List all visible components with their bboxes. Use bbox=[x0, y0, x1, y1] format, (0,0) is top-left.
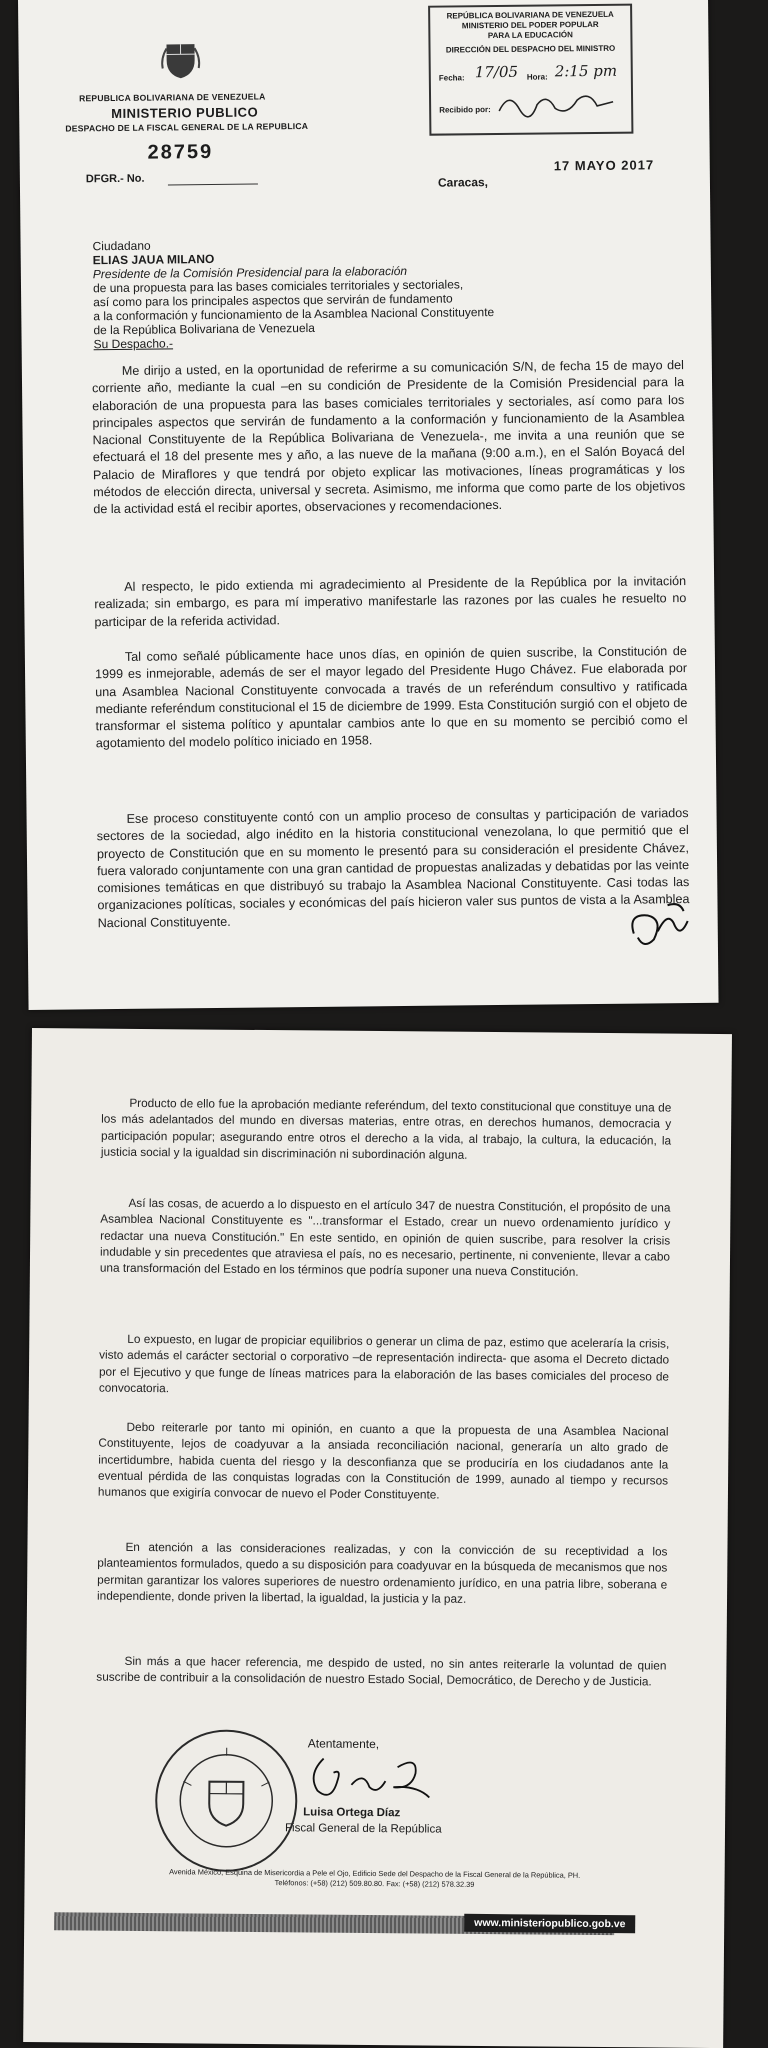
stamp-line-1: REPÚBLICA BOLIVARIANA DE VENEZUELA bbox=[446, 9, 614, 21]
closing-atentamente: Atentamente, bbox=[307, 1736, 380, 1752]
paragraph-8: Debo reiterarle por tanto mi opinión, en cuanto a que la propuesta de una Asamblea Nacional Constituyente, lejos de coadyuvar a la ansiada reconciliación nacional, generaría un alto grado de incertidumbre, habida cuenta del riesgo y la desconfianza que se produciría en los ciudadanos ante la eventual pérdida de las conquistas logradas con la Constitución de 1999, aunado al tiempo y recursos humanos que exigiría convocar de nuevo el Poder Constituyente. bbox=[97, 1419, 669, 1502]
stamp-signature-icon bbox=[497, 86, 617, 121]
stamp-fecha-value: 17/05 bbox=[474, 62, 519, 82]
addressee-line-5: de la República Bolivariana de Venezuela bbox=[93, 320, 316, 338]
addressee-line-1: Presidente de la Comisión Presidencial para la elaboración bbox=[92, 263, 408, 282]
date-stamp: 17 MAYO 2017 bbox=[553, 157, 655, 174]
signature-icon bbox=[293, 1750, 443, 1807]
paragraph-2: Al respecto, le pido extienda mi agradecimiento al Presidente de la República por la invitación realizada; sin embargo, es para mí imperativo manifestarle las razones por las cuales he resuelto no participar de la referida actividad. bbox=[94, 574, 687, 629]
signer-name: Luisa Ortega Díaz bbox=[303, 1806, 401, 1820]
addressee-salutation: Ciudadano bbox=[92, 238, 151, 254]
footer-url[interactable]: www.ministeriopublico.gob.ve bbox=[464, 1914, 635, 1933]
stamp-recibido-label: Recibido por: bbox=[439, 105, 491, 115]
footer-address: Avenida México, Esquina de Misericordia a Pele el Ojo, Edificio Sede del Despacho de la Fiscal General de la República, PH. bbox=[169, 1867, 581, 1880]
paragraph-7: Lo expuesto, en lugar de propiciar equilibrios o generar un clima de paz, estimo que aceleraría la crisis, visto además el carácter sectorial o corporativo –de representación indirecta- que asoma el Decreto dictado por el Ejecutivo y que funge de líneas matrices para la elaboración de las bases comiciales del proceso de convocatoria. bbox=[98, 1331, 670, 1396]
stamp-line-3: PARA LA EDUCACIÓN bbox=[487, 30, 573, 41]
document-number: 28759 bbox=[147, 140, 214, 164]
reference-label: DFGR.- No. bbox=[85, 172, 145, 186]
official-seal-icon bbox=[151, 1725, 302, 1876]
paragraph-10: Sin más a que hacer referencia, me despido de usted, no sin antes reiterarle la voluntad de quien suscribe de contribuir a la consolidación de nuestro Estado Social, Democrático, de Derecho y de Justicia. bbox=[96, 1653, 667, 1689]
initials-signature-icon bbox=[623, 893, 694, 954]
addressee-line-6: Su Despacho.- bbox=[93, 336, 174, 352]
addressee-line-2: de una propuesta para las bases comiciales territoriales y sectoriales, bbox=[92, 277, 464, 296]
coat-of-arms-icon bbox=[158, 38, 202, 82]
addressee-name: ELIAS JAUA MILANO bbox=[92, 251, 215, 268]
signer-title: Fiscal General de la República bbox=[284, 1822, 442, 1836]
office-heading: DESPACHO DE LA FISCAL GENERAL DE LA REPUBLICA bbox=[65, 120, 309, 134]
paragraph-3: Tal como señalé públicamente hace unos días, en opinión de quien suscribe, la Constitución de 1999 es inmejorable, además de ser el mayor legado del Presidente Hugo Chávez. Fue elaborada por una Asamblea Nacional Constituyente convocada a través de un referéndum consultivo y ratificada mediante referéndum constitucional el 15 de diciembre de 1999. Esta Constitución surgió con el objeto de transformar el sistema político y apuntalar cambios ante lo que en su momento se percibió como el agotamiento del modelo político iniciado en 1958. bbox=[94, 644, 688, 751]
letter-page-2 bbox=[23, 1028, 732, 2048]
stamp-line-4: DIRECCIÓN DEL DESPACHO DEL MINISTRO bbox=[445, 43, 616, 55]
ministry-heading: MINISTERIO PUBLICO bbox=[111, 104, 259, 122]
paragraph-1: Me dirijo a usted, en la oportunidad de referirme a su comunicación S/N, de fecha 15 de mayo del corriente año, mediante la cual –en su condición de Presidente de la Comisión Presidencial para la elaboración de una propuesta para las bases comiciales territoriales y sectoriales, así como para los principales aspectos que servirán de fundamento a la conformación y funcionamiento de la Asamblea Nacional Constituyente de la República Bolivariana de Venezuela-, me invita a una reunión que se efectuará el 18 del presente mes y año, a las nueve de la mañana (9:00 a.m.), en el Salón Boyacá del Palacio de Miraflores y que tendrá por objeto explicar las motivaciones, líneas programáticas y los métodos de elección directa, universal y secreta. Asimismo, me informa que como parte de los objetivos de la actividad está el recibir aportes, observaciones y recomendaciones. bbox=[91, 358, 686, 517]
stamp-hora-value: 2:15 pm bbox=[554, 61, 618, 81]
reference-line bbox=[168, 183, 258, 185]
republic-heading: REPUBLICA BOLIVARIANA DE VENEZUELA bbox=[78, 91, 266, 104]
paragraph-9: En atención a las consideraciones realizadas, y con la convicción de su receptividad a los planteamientos formulados, quedo a su disposición para coadyuvar en la búsqueda de mecanismos que nos permitan garantizar los valores superiores de nuestro ordenamiento jurídico, en una patria libre, soberana e independiente, donde priven la libertad, la igualdad, la justicia y la paz. bbox=[96, 1539, 668, 1606]
addressee-line-4: a la conformación y funcionamiento de la Asamblea Nacional Constituyente bbox=[93, 305, 495, 324]
paragraph-5: Producto de ello fue la aprobación mediante referéndum, del texto constitucional que constituye una de los más adelantados del mundo en diversas materias, entre otras, en derechos humanos, democracia y participación popular; asegurando entre otros el derecho a la vida, al trabajo, la cultura, la educación, la justicia social y la igualdad sin discriminación ni subordinación alguna. bbox=[100, 1095, 672, 1162]
footer-phones: Teléfonos: (+58) (212) 509.80.80. Fax: (+58) (212) 578.32.39 bbox=[274, 1878, 475, 1889]
stamp-hora-label: Hora: bbox=[526, 72, 548, 82]
stamp-fecha-label: Fecha: bbox=[438, 73, 465, 83]
letter-page-1 bbox=[18, 0, 719, 1010]
stamp-line-2: MINISTERIO DEL PODER POPULAR bbox=[461, 19, 599, 31]
addressee-block bbox=[93, 235, 495, 351]
paragraph-6: Así las cosas, de acuerdo a lo dispuesto en el artículo 347 de nuestra Constitución, el propósito de una Asamblea Nacional Constituyente es "...transformar el Estado, crear un nuevo ordenamiento jurídico y redactar una nueva Constitución." En este sentido, en opinión de quien suscribe, para resolver la crisis indudable y sin precedentes que atraviesa el país, no es necesario, pertinente, ni conveniente, llevar a cabo una transformación del Estado en los términos que podría suponer una nueva Constitución. bbox=[99, 1195, 671, 1279]
paragraph-4: Ese proceso constituyente contó con un amplio proceso de consultas y participación de variados sectores de la sociedad, algo inédito en la historia constitucional venezolana, lo que permitió que el proyecto de Constitución que en su momento le presentó para su consideración el presidente Chávez, fuera valorado conjuntamente con una gran cantidad de propuestas analizadas y debatidas por las veinte comisiones temáticas en que distribuyó su trabajo la Asamblea Nacional Constituyente. Casi todas las organizaciones políticas, sociales y económicas del país hicieron valer sus puntos de vista a la Asamblea Nacional Constituyente. bbox=[96, 806, 690, 930]
city-label: Caracas, bbox=[437, 175, 489, 190]
addressee-line-3: así como para los principales aspectos que servirán de fundamento bbox=[93, 291, 453, 310]
reception-stamp bbox=[428, 4, 633, 136]
